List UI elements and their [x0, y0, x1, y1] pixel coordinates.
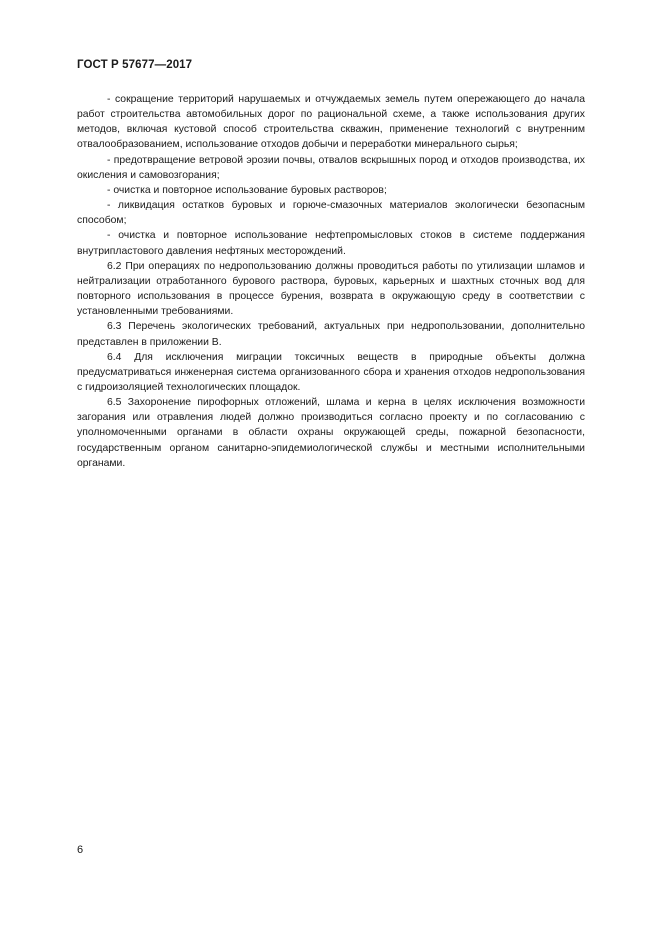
- page-number: 6: [77, 844, 84, 856]
- section-6-4: 6.4 Для исключения миграции токсичных веществ в природные объекты должна предусматриваться инженерная система организованного сбора и хранения отходов недропользования с гидроизоляцией технологических площадок.: [77, 351, 585, 393]
- list-item-drilling-fluid-reuse: - очистка и повторное использование буровых растворов;: [107, 184, 387, 196]
- section-6-3: 6.3 Перечень экологических требований, актуальных при недропользовании, дополнительно представлен в приложении В.: [77, 321, 585, 348]
- list-item-wastewater-reuse: - очистка и повторное использование нефтепромысловых стоков в системе поддержания внутрипластового давления нефтяных месторождений.: [77, 230, 585, 257]
- list-item-land-reduction: - сокращение территорий нарушаемых и отчуждаемых земель путем опережающего до начала работ строительства автомобильных дорог по рациональной схеме, а также использования других методов, включая кустовой способ строительства скважин, применение технологий с внутренним отвалообразованием, использование отходов добычи и переработки минерального сырья;: [77, 94, 585, 151]
- section-6-5: 6.5 Захоронение пирофорных отложений, шлама и керна в целях исключения возможности загорания или отравления людей должно производиться согласно проекту и по согласованию с уполномоченными органами в области охраны окружающей среды, пожарной безопасности, государственным органом санитарно-эпидемиологической службы и местными исполнительными органами.: [77, 397, 585, 469]
- list-item-residue-liquidation: - ликвидация остатков буровых и горюче-смазочных материалов экологически безопасным способом;: [77, 200, 585, 227]
- list-item-erosion-prevention: - предотвращение ветровой эрозии почвы, отвалов вскрышных пород и отходов производства, их окисления и самовозгорания;: [77, 154, 585, 181]
- document-body: [77, 92, 585, 471]
- section-6-2: 6.2 При операциях по недропользованию должны проводиться работы по утилизации шламов и нейтрализации отработанного бурового раствора, буровых, карьерных и шахтных сточных вод для повторного использования в процессе бурения, возврата в окружающую среду в соответствии с установленными требованиями.: [77, 260, 585, 318]
- document-header: ГОСТ Р 57677—2017: [77, 59, 193, 71]
